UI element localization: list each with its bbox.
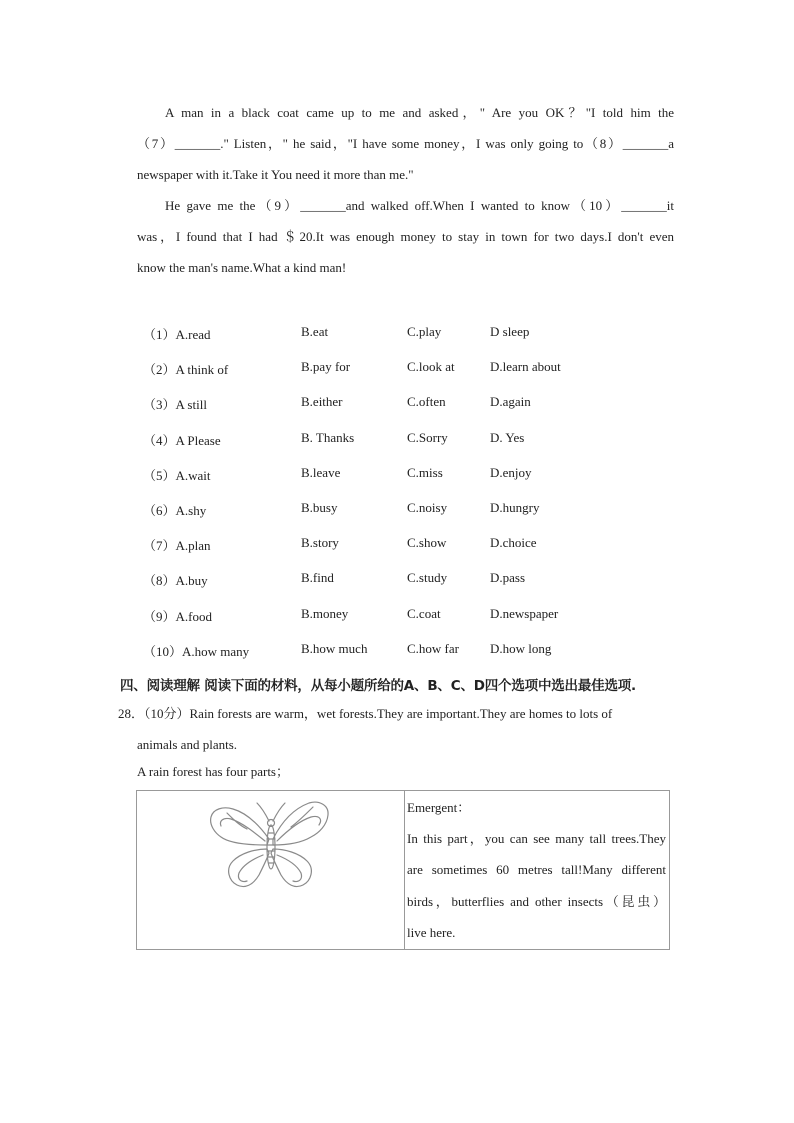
option-c: C.coat — [407, 605, 441, 621]
passage-paragraph-1 — [137, 97, 674, 190]
option-b: B.story — [301, 535, 339, 551]
option-a: （7）A.plan — [143, 538, 211, 554]
emergent-title: Emergent： — [407, 800, 471, 815]
table-image-cell — [137, 791, 405, 949]
option-d: D.pass — [490, 570, 526, 586]
option-b: B.leave — [301, 464, 341, 480]
option-c: C.show — [407, 535, 447, 551]
table-text-cell — [405, 791, 669, 949]
emergent-line: live here. — [407, 924, 456, 940]
option-row-4 — [143, 424, 703, 459]
option-d: D. Yes — [490, 429, 525, 445]
option-c: C.how far — [407, 640, 459, 656]
question-28 — [118, 698, 674, 760]
emergent-line: are sometimes 60 metres tall!Many different — [407, 862, 666, 878]
rain-forest-table — [136, 790, 670, 950]
section-heading: 四、阅读理解 阅读下面的材料，从每小题所给的A、B、C、D四个选项中选出最佳选项. — [120, 678, 636, 694]
options-list — [143, 318, 703, 670]
option-row-8 — [143, 564, 703, 599]
option-a: （3）A still — [143, 397, 207, 413]
passage-paragraph-2 — [137, 190, 674, 283]
emergent-line: birds，butterflies and other insects（昆虫） — [407, 893, 666, 909]
option-row-10 — [143, 635, 703, 670]
option-row-2 — [143, 353, 703, 388]
option-a: （4）A Please — [143, 432, 221, 448]
option-row-9 — [143, 600, 703, 635]
option-b: B. Thanks — [301, 429, 355, 445]
rain-forest-intro: A rain forest has four parts； — [137, 764, 289, 779]
option-row-6 — [143, 494, 703, 529]
option-d: D.hungry — [490, 499, 540, 515]
option-a: （2）A think of — [143, 362, 229, 378]
option-d: D sleep — [490, 324, 530, 339]
option-row-1 — [143, 318, 703, 353]
option-d: D.how long — [490, 640, 552, 656]
option-c: C.Sorry — [407, 429, 448, 445]
option-a: （6）A.shy — [143, 502, 207, 518]
option-b: B.pay for — [301, 359, 351, 375]
option-b: B.how much — [301, 640, 368, 656]
option-a: （1）A.read — [143, 327, 211, 342]
option-c: C.miss — [407, 464, 443, 480]
option-c: C.study — [407, 570, 448, 586]
passage-line: newspaper with it.Take it You need it more than me." — [137, 167, 414, 182]
option-c: C.look at — [407, 359, 455, 375]
option-d: D.again — [490, 394, 531, 410]
question-28-line: animals and plants. — [137, 737, 238, 752]
option-row-5 — [143, 459, 703, 494]
passage-line: He gave me the（9）_______and walked off.When I wanted to know（10）_______it — [165, 198, 674, 213]
option-row-7 — [143, 529, 703, 564]
option-a: （9）A.food — [143, 608, 212, 624]
passage-line: know the man's name.What a kind man! — [137, 260, 347, 275]
option-b: B.eat — [301, 324, 329, 339]
passage-line: A man in a black coat came up to me and asked，" Are you OK？"I told him the — [165, 105, 674, 120]
option-a: （5）A.wait — [143, 467, 211, 483]
option-d: D.enjoy — [490, 464, 532, 480]
question-28-line: 28．（10分）Rain forests are warm，wet forests.They are important.They are homes to lots of — [118, 706, 613, 721]
emergent-line: In this part，you can see many tall trees.They — [407, 831, 666, 846]
option-d: D.learn about — [490, 359, 561, 375]
option-d: D.newspaper — [490, 605, 559, 621]
option-c: C.often — [407, 394, 446, 410]
option-a: （10）A.how many — [143, 643, 250, 659]
option-row-3 — [143, 388, 703, 423]
option-a: （8）A.buy — [143, 573, 208, 589]
option-b: B.find — [301, 570, 334, 586]
option-d: D.choice — [490, 535, 537, 551]
option-c: C.noisy — [407, 499, 448, 515]
passage-line: （7）_______." Listen，" he said，"I have some money，I was only going to（8）_______a — [137, 136, 674, 151]
option-b: B.busy — [301, 499, 338, 515]
option-b: B.either — [301, 394, 343, 410]
passage-line: was，I found that I had ＄20.It was enough money to stay in town for two days.I don't even — [137, 229, 674, 244]
option-c: C.play — [407, 324, 442, 339]
butterfly-icon — [207, 795, 333, 899]
option-b: B.money — [301, 605, 349, 621]
